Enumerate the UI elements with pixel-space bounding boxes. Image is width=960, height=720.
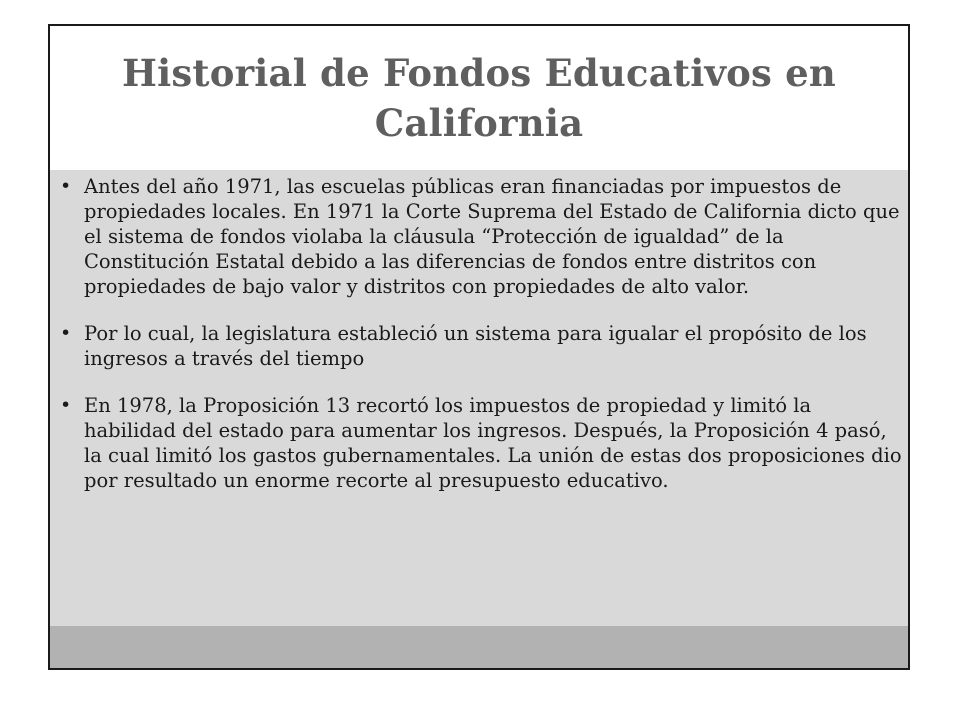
bullet-dot-icon: •: [60, 322, 72, 344]
bullet-text: Por lo cual, la legislatura estableció un sistema para igualar el propósito de los ingresos a través del tiempo: [84, 322, 867, 370]
bullet-list: [58, 174, 903, 515]
slide-title: Historial de Fondos Educativos en California: [121, 51, 836, 145]
bullet-item: [58, 321, 903, 371]
title-area: [50, 26, 908, 170]
bullet-item: [58, 174, 903, 299]
bullet-text: En 1978, la Proposición 13 recortó los impuestos de propiedad y limitó la habilidad del estado para aumentar los ingresos. Después, la Proposición 4 pasó, la cual limitó los gastos gubernamentales. La unión de estas dos proposiciones dio por resultado un enorme recorte al presupuesto educativo.: [84, 394, 902, 492]
bullet-text: Antes del año 1971, las escuelas públicas eran financiadas por impuestos de propiedades locales. En 1971 la Corte Suprema del Estado de California dicto que el sistema de fondos violaba la cláusula “Protección de igualdad” de la Constitución Estatal debido a las diferencias de fondos entre distritos con propiedades de bajo valor y distritos con propiedades de alto valor.: [84, 175, 900, 298]
slide-frame: [48, 24, 910, 670]
footer-band: [50, 626, 908, 670]
bullet-dot-icon: •: [60, 394, 72, 416]
content-panel: [50, 170, 908, 626]
bullet-dot-icon: •: [60, 175, 72, 197]
bullet-item: [58, 393, 903, 493]
